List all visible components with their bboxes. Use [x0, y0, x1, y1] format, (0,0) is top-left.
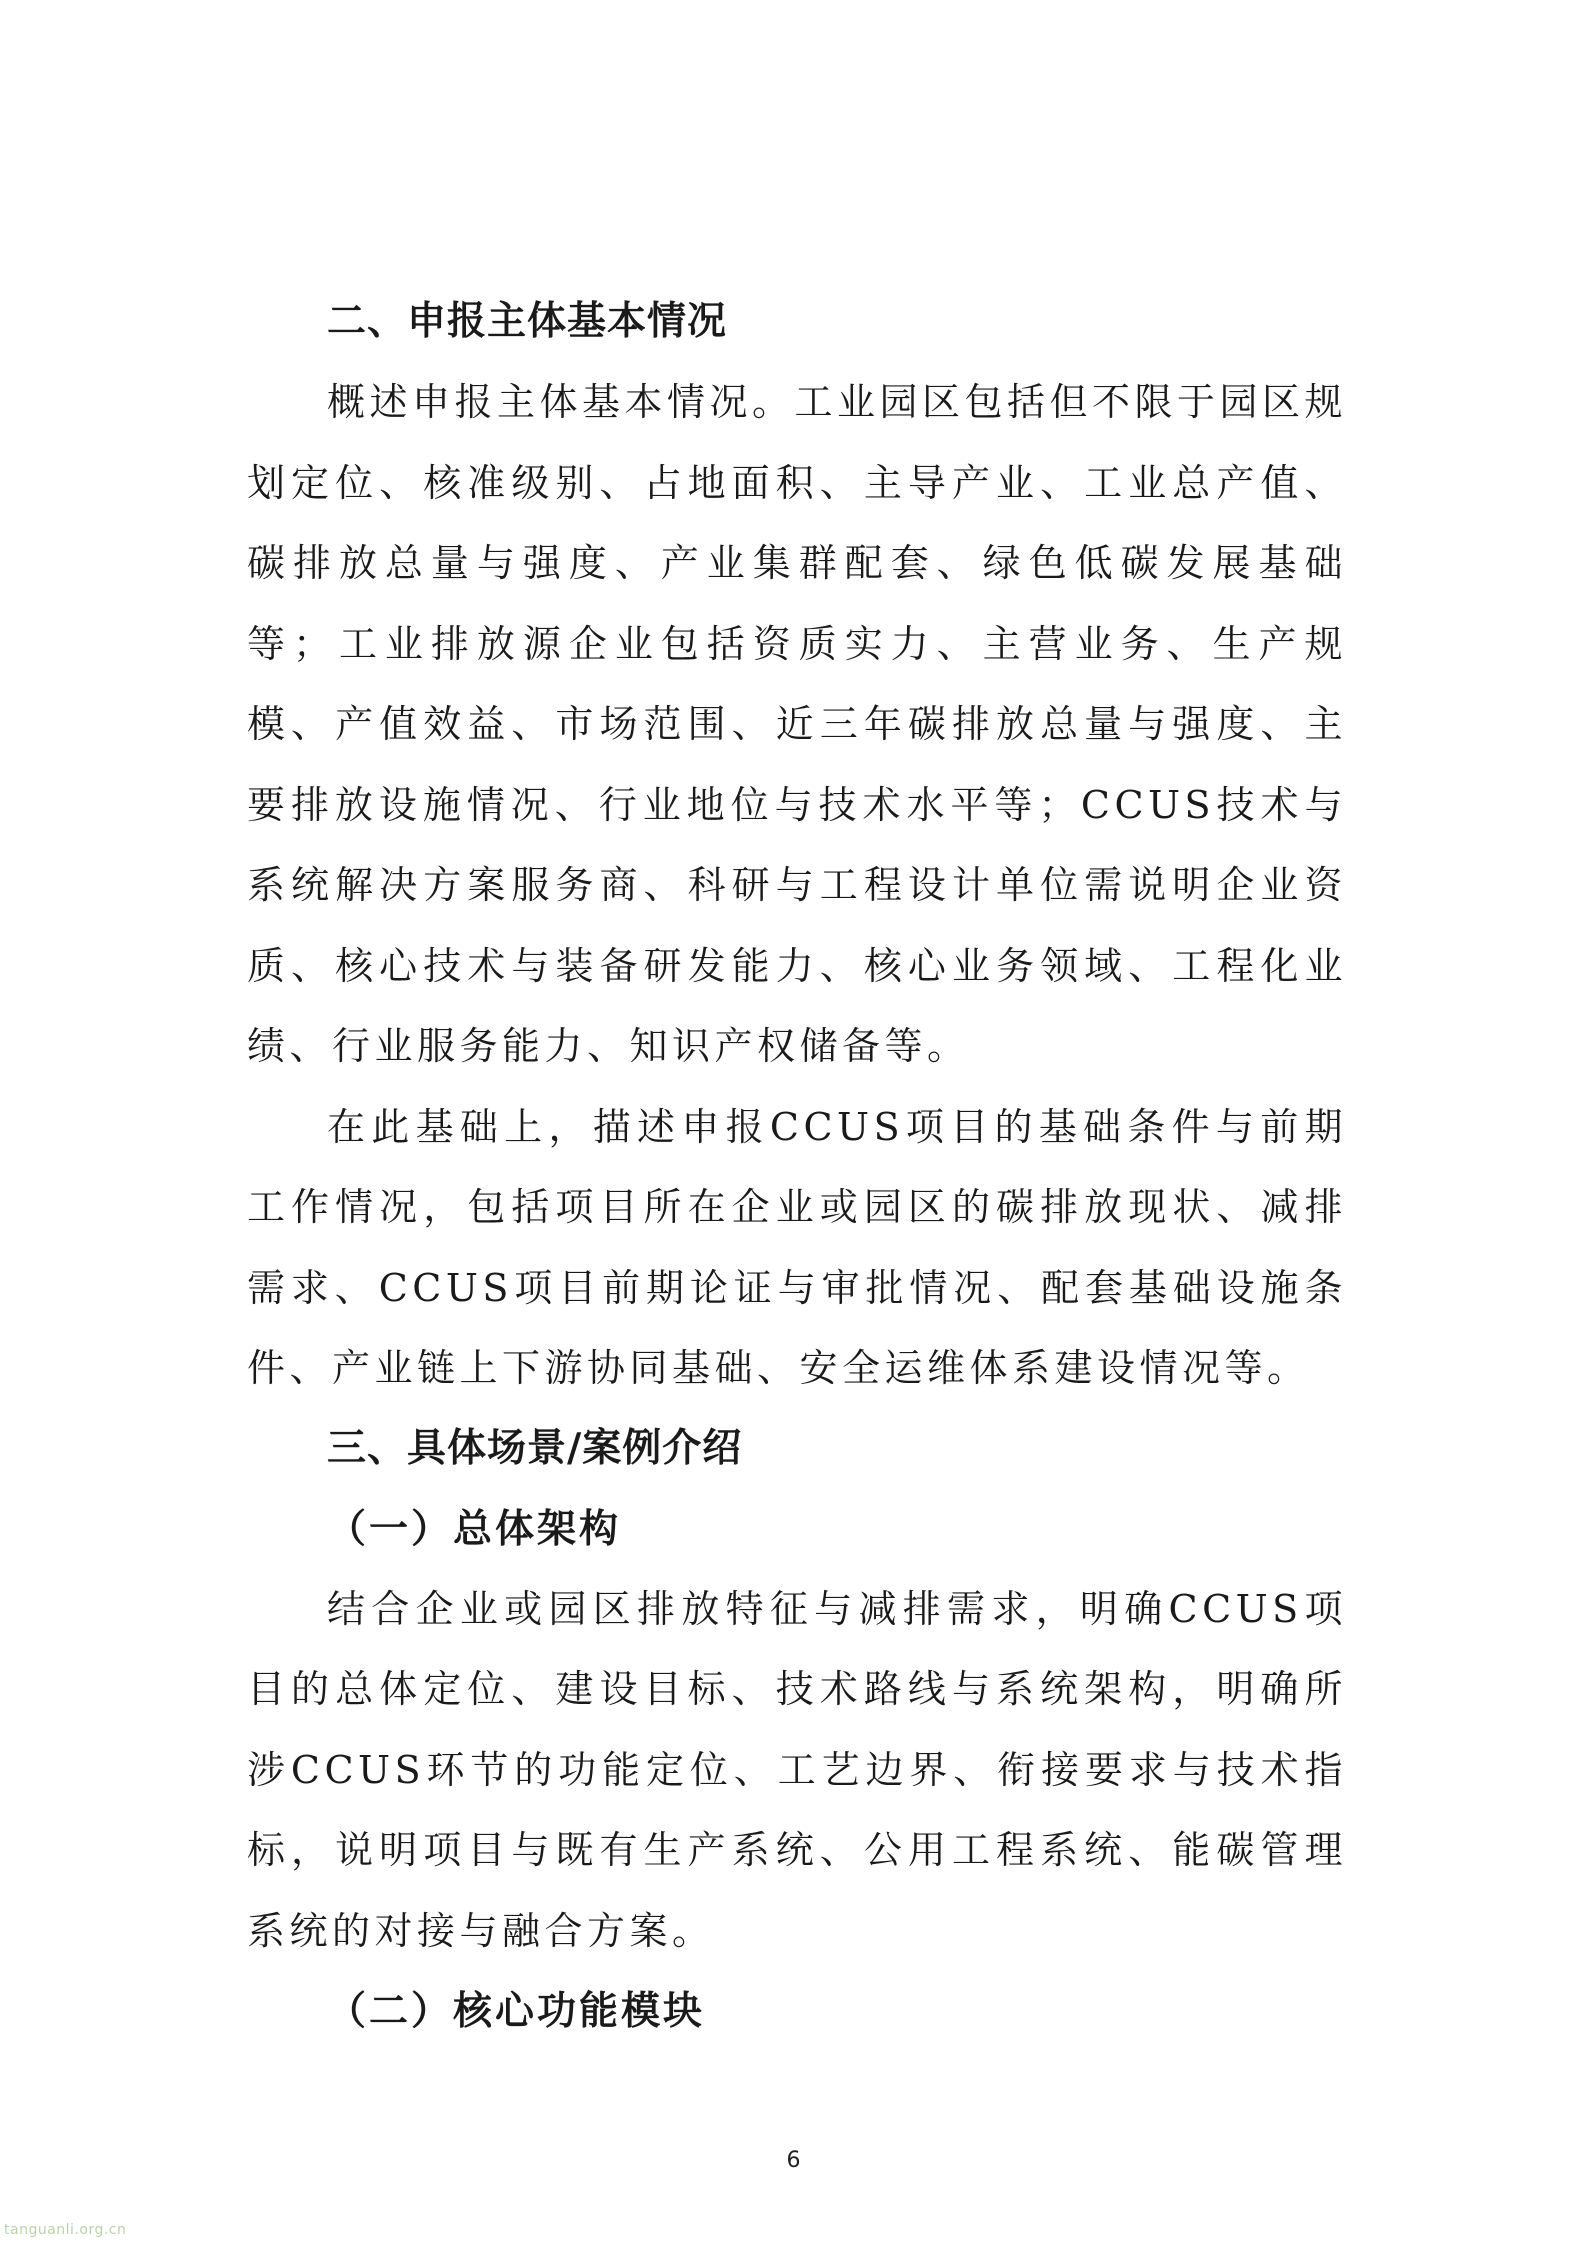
- site-watermark: tanguanli.org.cn: [4, 2222, 127, 2238]
- paragraph-architecture: 结合企业或园区排放特征与减排需求，明确CCUS项目的总体定位、建设目标、技术路线与系统架构，明确所涉CCUS环节的功能定位、工艺边界、衔接要求与技术指标，说明项目与既有生产系统、公用工程系统、能碳管理系统的对接与融合方案。: [247, 1586, 1347, 1953]
- paragraph-overview: 概述申报主体基本情况。工业园区包括但不限于园区规划定位、核准级别、占地面积、主导产业、工业总产值、碳排放总量与强度、产业集群配套、绿色低碳发展基础等；工业排放源企业包括资质实力、主营业务、生产规模、产值效益、市场范围、近三年碳排放总量与强度、主要排放设施情况、行业地位与技术水平等；CCUS技术与系统解决方案服务商、科研与工程设计单位需说明企业资质、核心技术与装备研发能力、核心业务领域、工程化业绩、行业服务能力、知识产权储备等。: [247, 380, 1348, 1068]
- subsection-heading-architecture: （一）总体架构: [327, 1505, 622, 1552]
- page-number: 6: [786, 2148, 801, 2173]
- section-heading-basic-info: 二、申报主体基本情况: [327, 299, 728, 344]
- section-heading-cases: 三、具体场景/案例介绍: [327, 1425, 743, 1471]
- document-page: [247, 282, 1347, 2051]
- subsection-heading-core-modules: （二）核心功能模块: [327, 1988, 706, 2034]
- paragraph-project-conditions: 在此基础上，描述申报CCUS项目的基础条件与前期工作情况，包括项目所在企业或园区的碳排放现状、减排需求、CCUS项目前期论证与审批情况、配套基础设施条件、产业链上下游协同基础、安全运维体系建设情况等。: [247, 1104, 1347, 1390]
